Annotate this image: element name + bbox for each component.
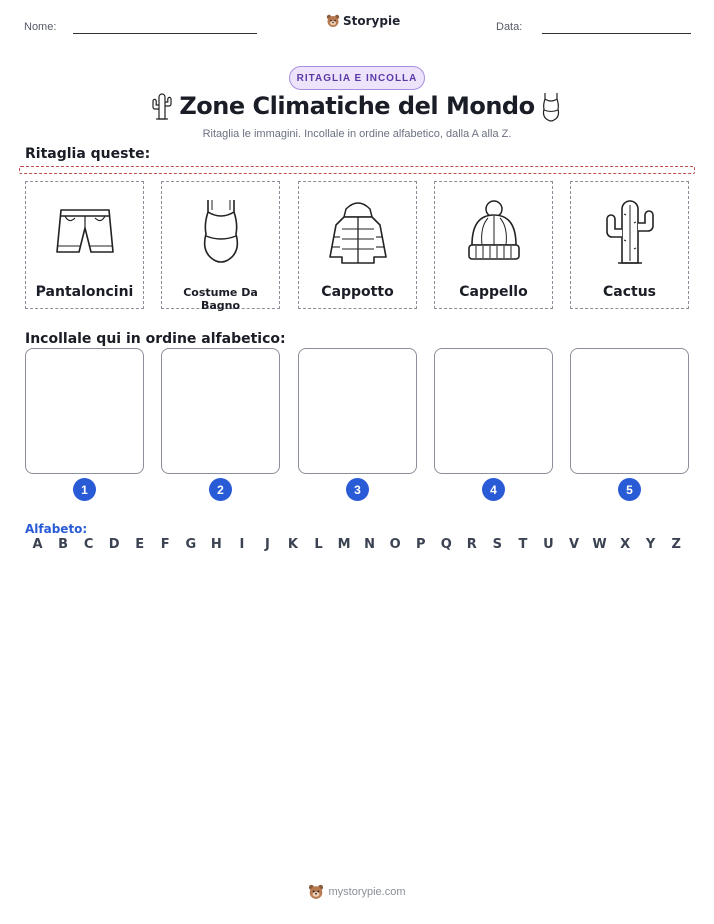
cutout-card-hat[interactable] bbox=[434, 181, 553, 309]
alphabet-letter: L bbox=[314, 537, 323, 552]
bear-mascot-icon bbox=[326, 14, 340, 28]
card-label: Cactus bbox=[602, 284, 656, 300]
paste-box-3[interactable] bbox=[298, 348, 417, 474]
paste-number-1: 1 bbox=[73, 478, 96, 501]
paste-number-3: 3 bbox=[346, 478, 369, 501]
alphabet-letter: A bbox=[32, 537, 43, 552]
paste-number-2: 2 bbox=[209, 478, 232, 501]
paste-section-label: Incollale qui in ordine alfabetico: bbox=[25, 331, 286, 347]
brand-name: Storypie bbox=[343, 14, 401, 28]
brand-logo bbox=[326, 14, 400, 28]
alphabet-letter: H bbox=[210, 537, 222, 552]
alphabet-letter: W bbox=[592, 537, 607, 552]
alphabet-letter: F bbox=[160, 537, 170, 552]
alphabet-letter: Y bbox=[645, 537, 656, 552]
shorts-icon bbox=[53, 204, 117, 260]
cutout-card-cactus[interactable] bbox=[570, 181, 689, 309]
coat-icon bbox=[324, 197, 392, 267]
alphabet-letter: B bbox=[58, 537, 68, 552]
alphabet-letter: N bbox=[364, 537, 376, 552]
swimsuit-icon bbox=[540, 91, 562, 123]
cutout-card-swimsuit[interactable] bbox=[161, 181, 280, 312]
alphabet-letter: J bbox=[265, 537, 270, 552]
instructions: Ritaglia le immagini. Incollale in ordine alfabetico, dalla A alla Z. bbox=[202, 128, 512, 140]
paste-number-5: 5 bbox=[618, 478, 641, 501]
name-line bbox=[73, 33, 257, 34]
alphabet-letter: T bbox=[518, 537, 528, 552]
alphabet-letter: G bbox=[185, 537, 197, 552]
alphabet-row bbox=[25, 537, 689, 552]
footer bbox=[0, 884, 714, 900]
alphabet-letter: O bbox=[389, 537, 401, 552]
paste-box-4[interactable] bbox=[434, 348, 553, 474]
footer-url[interactable]: mystorypie.com bbox=[328, 886, 406, 898]
bear-mascot-icon bbox=[308, 884, 324, 900]
alphabet-label: Alfabeto: bbox=[25, 522, 88, 536]
alphabet-letter: K bbox=[287, 537, 298, 552]
paste-box-1[interactable] bbox=[25, 348, 144, 474]
alphabet-letter: D bbox=[108, 537, 120, 552]
cut-guide-line bbox=[19, 166, 695, 174]
paste-number-4: 4 bbox=[482, 478, 505, 501]
alphabet-letter: M bbox=[337, 537, 351, 552]
swimsuit-icon bbox=[198, 196, 244, 268]
alphabet-letter: Z bbox=[671, 537, 681, 552]
cutout-card-shorts[interactable] bbox=[25, 181, 144, 309]
paste-box-2[interactable] bbox=[161, 348, 280, 474]
activity-badge: RITAGLIA E INCOLLA bbox=[289, 66, 425, 90]
beanie-hat-icon bbox=[464, 199, 524, 265]
card-label: Pantaloncini bbox=[35, 284, 134, 300]
alphabet-letter: S bbox=[492, 537, 503, 552]
cut-section-label: Ritaglia queste: bbox=[25, 146, 151, 162]
alphabet-letter: I bbox=[239, 537, 245, 552]
cactus-icon bbox=[600, 197, 660, 267]
alphabet-letter: V bbox=[568, 537, 580, 552]
card-label: Cappello bbox=[459, 284, 528, 300]
date-label: Data: bbox=[496, 21, 523, 33]
worksheet-header bbox=[0, 0, 714, 40]
card-label: Costume Da Bagno bbox=[183, 286, 258, 312]
alphabet-letter: P bbox=[415, 537, 426, 552]
alphabet-letter: R bbox=[466, 537, 477, 552]
alphabet-letter: Q bbox=[440, 537, 452, 552]
card-label: Cappotto bbox=[321, 284, 394, 300]
alphabet-letter: X bbox=[620, 537, 631, 552]
alphabet-letter: U bbox=[543, 537, 554, 552]
name-label: Nome: bbox=[24, 21, 57, 33]
alphabet-letter: C bbox=[83, 537, 94, 552]
date-line bbox=[542, 33, 691, 34]
cutout-card-coat[interactable] bbox=[298, 181, 417, 309]
page-title: Zone Climatiche del Mondo bbox=[179, 92, 535, 120]
paste-box-5[interactable] bbox=[570, 348, 689, 474]
alphabet-letter: E bbox=[135, 537, 145, 552]
